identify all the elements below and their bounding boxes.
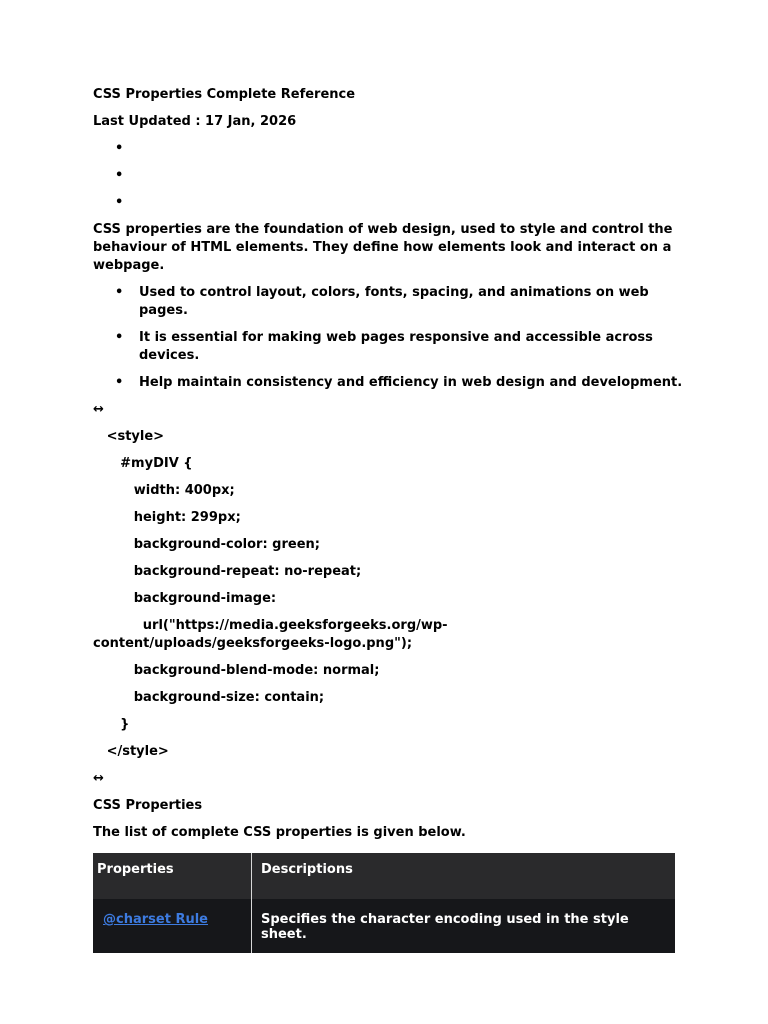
code-block <box>93 428 683 761</box>
column-header-descriptions: Descriptions <box>261 862 353 877</box>
column-header-properties: Properties <box>93 853 252 899</box>
list-item: • Used to control layout, colors, fonts, spacing, and animations on web pages. <box>93 284 683 320</box>
code-line: <style> <box>93 429 165 444</box>
code-line: width: 400px; <box>93 483 235 498</box>
table-header-row <box>93 853 675 899</box>
description-cell: Specifies the character encoding used in the style sheet. <box>261 912 629 942</box>
properties-table <box>93 853 675 953</box>
section-description: The list of complete CSS properties is given below. <box>93 825 466 840</box>
intro-paragraph: CSS properties are the foundation of web design, used to style and control the behaviour of HTML elements. They define how elements look and interact on a webpage. <box>93 222 678 273</box>
last-updated: Last Updated : 17 Jan, 2026 <box>93 114 297 129</box>
page-title: CSS Properties Complete Reference <box>93 87 356 102</box>
code-line: #myDIV { <box>93 456 193 471</box>
empty-bullet-list <box>93 140 683 212</box>
list-item <box>93 194 683 212</box>
property-cell <box>93 899 252 953</box>
code-line: </style> <box>93 744 169 759</box>
feature-list <box>93 284 683 392</box>
article <box>93 86 683 953</box>
code-line: background-color: green; <box>93 537 320 552</box>
code-line: background-image: <box>93 591 277 606</box>
code-line: background-blend-mode: normal; <box>93 663 380 678</box>
list-item: • It is essential for making web pages responsive and accessible across devices. <box>93 329 683 365</box>
code-line: background-repeat: no-repeat; <box>93 564 362 579</box>
code-line: background-size: contain; <box>93 690 325 705</box>
list-item <box>93 140 683 158</box>
list-item <box>93 167 683 185</box>
collapse-arrow-icon[interactable]: ↔ <box>93 771 104 786</box>
section-heading: CSS Properties <box>93 798 203 813</box>
code-line: } <box>93 717 130 732</box>
code-line: url("https://media.geeksforgeeks.org/wp-content/uploads/geeksforgeeks-logo.png"); <box>93 618 448 651</box>
table-row <box>93 899 675 953</box>
list-item: • Help maintain consistency and efficiency in web design and development. <box>93 374 683 392</box>
expand-arrow-icon[interactable]: ↔ <box>93 402 104 417</box>
charset-rule-link[interactable]: @charset Rule <box>103 912 208 927</box>
code-line: height: 299px; <box>93 510 241 525</box>
